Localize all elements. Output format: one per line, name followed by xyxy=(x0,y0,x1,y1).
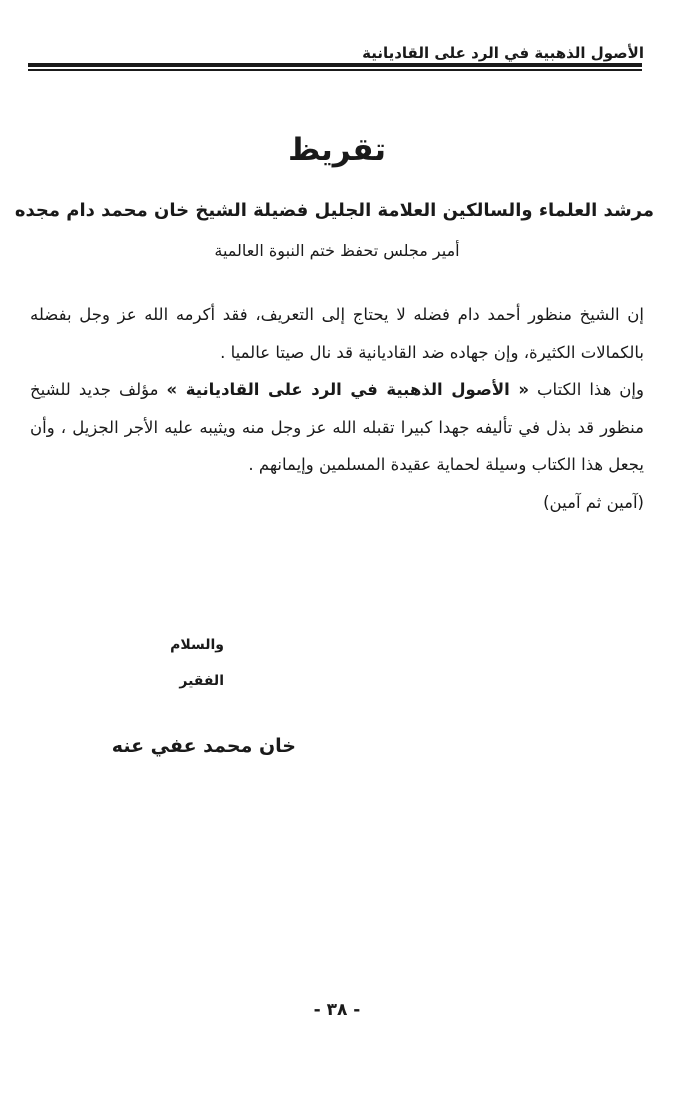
book-title: « الأصول الذهبية في الرد على القاديانية » xyxy=(166,380,529,399)
closing-salam: والسلام xyxy=(170,637,224,653)
paragraph-1: إن الشيخ منظور أحمد دام فضله لا يحتاج إلى التعريف، فقد أكرمه الله عز وجل بفضله بالكمالات الكثيرة، وإن جهاده ضد القاديانية قد نال صيتا عالميا . xyxy=(30,305,644,362)
prayer: (آمين ثم آمين) xyxy=(543,492,644,512)
closing-faqir: الفقير xyxy=(179,673,224,689)
subtitle-secondary: أمير مجلس تحفظ ختم النبوة العالمية xyxy=(214,241,460,260)
header-rule-thick xyxy=(28,63,642,67)
signature: خان محمد عفي عنه xyxy=(111,735,296,757)
paragraph-2-before: وإن هذا الكتاب xyxy=(528,380,644,399)
subtitle: مرشد العلماء والسالكين العلامة الجليل فضيلة الشيخ خان محمد دام مجده xyxy=(14,200,654,221)
page-number: - ٣٨ - xyxy=(313,1000,361,1020)
paragraph-2-after: مؤلف جديد للشيخ منظور قد بذل في تأليفه جهدا كبيرا تقبله الله عز وجل منه ويثيبه عليه الأجر الجزيل ، وأن يجعل هذا الكتاب وسيلة لحماية عقيدة المسلمين وإيمانهم . xyxy=(30,380,644,474)
header-rule-thin xyxy=(28,69,642,71)
page-title: تقريظ xyxy=(287,132,387,168)
header-rule xyxy=(28,63,642,71)
running-header: الأصول الذهبية في الرد على القاديانية xyxy=(362,44,644,62)
paragraph-2 xyxy=(30,371,644,521)
body-text xyxy=(30,296,644,521)
